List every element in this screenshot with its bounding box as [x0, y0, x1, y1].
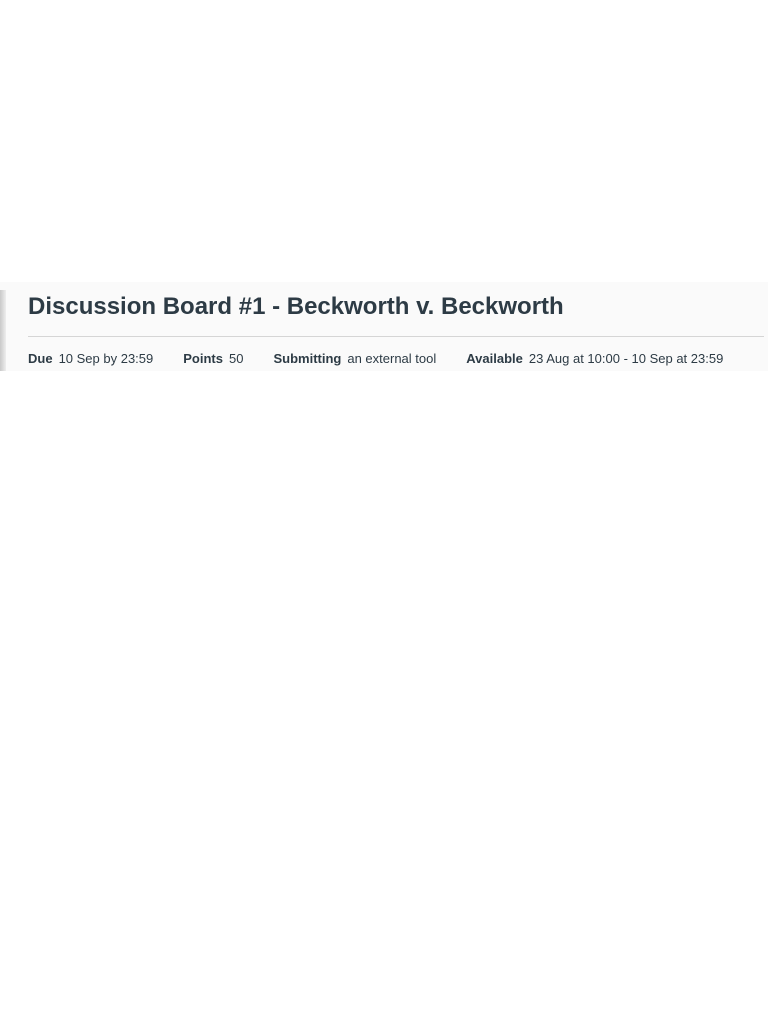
- blank-page-area: [0, 371, 768, 1024]
- submitting-label: Submitting: [273, 351, 342, 366]
- submitting-value: an external tool: [347, 351, 437, 366]
- assignment-meta: [28, 351, 766, 366]
- points-label: Points: [183, 351, 223, 366]
- available-info: [466, 351, 723, 366]
- due-info: [28, 351, 153, 366]
- divider: [28, 336, 764, 337]
- points-value: 50: [229, 351, 244, 366]
- page-title: Discussion Board #1 - Beckworth v. Beckworth: [28, 293, 564, 320]
- due-value: 10 Sep by 23:59: [58, 351, 154, 366]
- available-value: 23 Aug at 10:00 - 10 Sep at 23:59: [528, 351, 724, 366]
- points-info: [183, 351, 243, 366]
- available-label: Available: [466, 351, 523, 366]
- submitting-info: [273, 351, 436, 366]
- due-label: Due: [28, 351, 53, 366]
- scan-edge: [0, 290, 6, 372]
